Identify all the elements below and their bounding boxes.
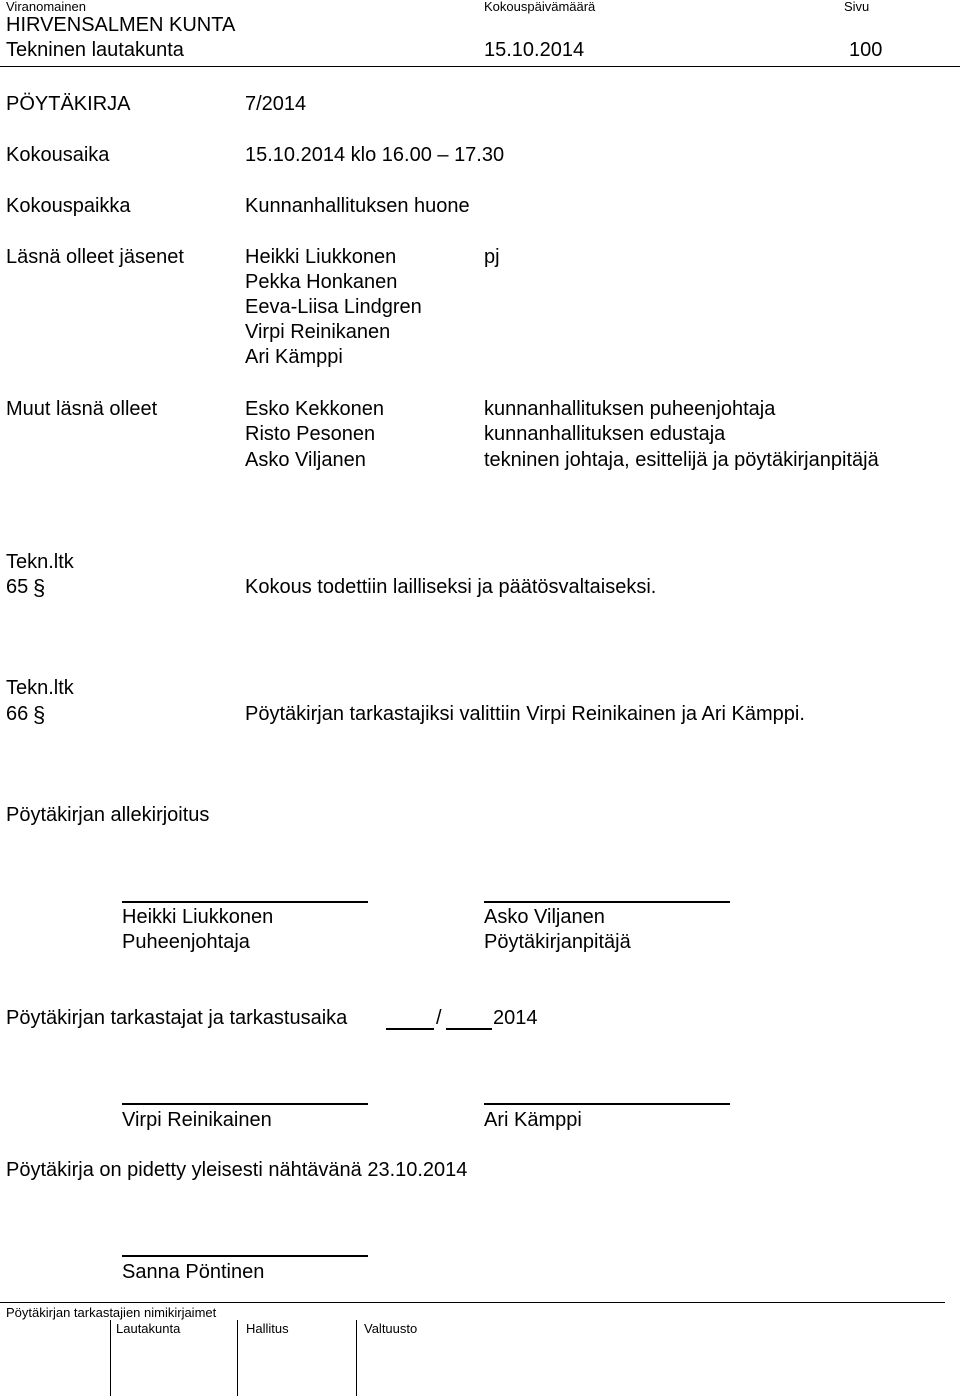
inspection-label: Pöytäkirjan tarkastajat ja tarkastusaika <box>6 1007 348 1029</box>
place-label: Kokouspaikka <box>6 195 131 217</box>
meeting-date: 15.10.2014 <box>484 39 585 61</box>
footer-col-board: Hallitus <box>246 1321 289 1336</box>
time-value: 15.10.2014 klo 16.00 – 17.30 <box>245 144 505 166</box>
footer-title: Pöytäkirjan tarkastajien nimikirjaimet <box>6 1305 217 1320</box>
footer-divider <box>0 1302 945 1303</box>
section-number: 65 <box>6 576 29 598</box>
header-date-label: Kokouspäivämäärä <box>484 0 596 14</box>
section-prefix: Tekn.ltk <box>6 677 74 699</box>
others-label: Muut läsnä olleet <box>6 398 158 420</box>
signer-name: Heikki Liukkonen <box>122 906 274 928</box>
signer-role: Pöytäkirjanpitäjä <box>484 931 631 953</box>
page-number: 100 <box>849 39 883 61</box>
member-name: Eeva-Liisa Lindgren <box>245 296 422 318</box>
footer-col-council: Valtuusto <box>364 1321 418 1336</box>
time-label: Kokousaika <box>6 144 110 166</box>
doc-label: PÖYTÄKIRJA <box>6 93 131 115</box>
authority-name: Tekninen lautakunta <box>6 39 184 61</box>
section-symbol: § <box>33 702 46 727</box>
other-name: Esko Kekkonen <box>245 398 384 420</box>
signature-line <box>484 901 730 903</box>
footer-column-divider <box>356 1320 357 1396</box>
member-name: Virpi Reinikanen <box>245 321 391 343</box>
signer-role: Puheenjohtaja <box>122 931 250 953</box>
month-blank-line <box>446 1028 492 1030</box>
section-text: Pöytäkirjan tarkastajiksi valittiin Virpi Reinikainen ja Ari Kämppi. <box>245 703 805 725</box>
doc-number: 7/2014 <box>245 93 307 115</box>
signer-name: Asko Viljanen <box>484 906 605 928</box>
footer-col-committee: Lautakunta <box>116 1321 181 1336</box>
inspector-name: Ari Kämppi <box>484 1109 582 1131</box>
date-slash: / <box>436 1007 442 1029</box>
other-name: Risto Pesonen <box>245 423 376 445</box>
notice-text: Pöytäkirja on pidetty yleisesti nähtävänä 23.10.2014 <box>6 1159 468 1181</box>
members-label: Läsnä olleet jäsenet <box>6 246 184 268</box>
header-divider <box>0 66 960 67</box>
member-name: Heikki Liukkonen <box>245 246 397 268</box>
inspector-name: Virpi Reinikainen <box>122 1109 272 1131</box>
section-prefix: Tekn.ltk <box>6 551 74 573</box>
signature-line <box>122 1255 368 1257</box>
section-symbol: § <box>33 575 46 600</box>
place-value: Kunnanhallituksen huone <box>245 195 470 217</box>
inspection-year: 2014 <box>493 1007 538 1029</box>
other-role: kunnanhallituksen puheenjohtaja <box>484 398 776 420</box>
signatures-label: Pöytäkirjan allekirjoitus <box>6 804 210 826</box>
section-text: Kokous todettiin lailliseksi ja päätösvaltaiseksi. <box>245 576 657 598</box>
header-authority-label: Viranomainen <box>6 0 86 14</box>
member-name: Pekka Honkanen <box>245 271 398 293</box>
municipality-name: HIRVENSALMEN KUNTA <box>6 14 236 36</box>
day-blank-line <box>386 1028 434 1030</box>
other-role: tekninen johtaja, esittelijä ja pöytäkirjanpitäjä <box>484 449 879 471</box>
member-name: Ari Kämppi <box>245 346 343 368</box>
notice-signer: Sanna Pöntinen <box>122 1261 265 1283</box>
footer-column-divider <box>237 1320 238 1396</box>
other-name: Asko Viljanen <box>245 449 366 471</box>
section-number: 66 <box>6 703 29 725</box>
signature-line <box>122 1103 368 1105</box>
member-role: pj <box>484 246 500 268</box>
signature-line <box>484 1103 730 1105</box>
header-page-label: Sivu <box>844 0 870 14</box>
footer-column-divider <box>110 1320 111 1396</box>
signature-line <box>122 901 368 903</box>
other-role: kunnanhallituksen edustaja <box>484 423 726 445</box>
